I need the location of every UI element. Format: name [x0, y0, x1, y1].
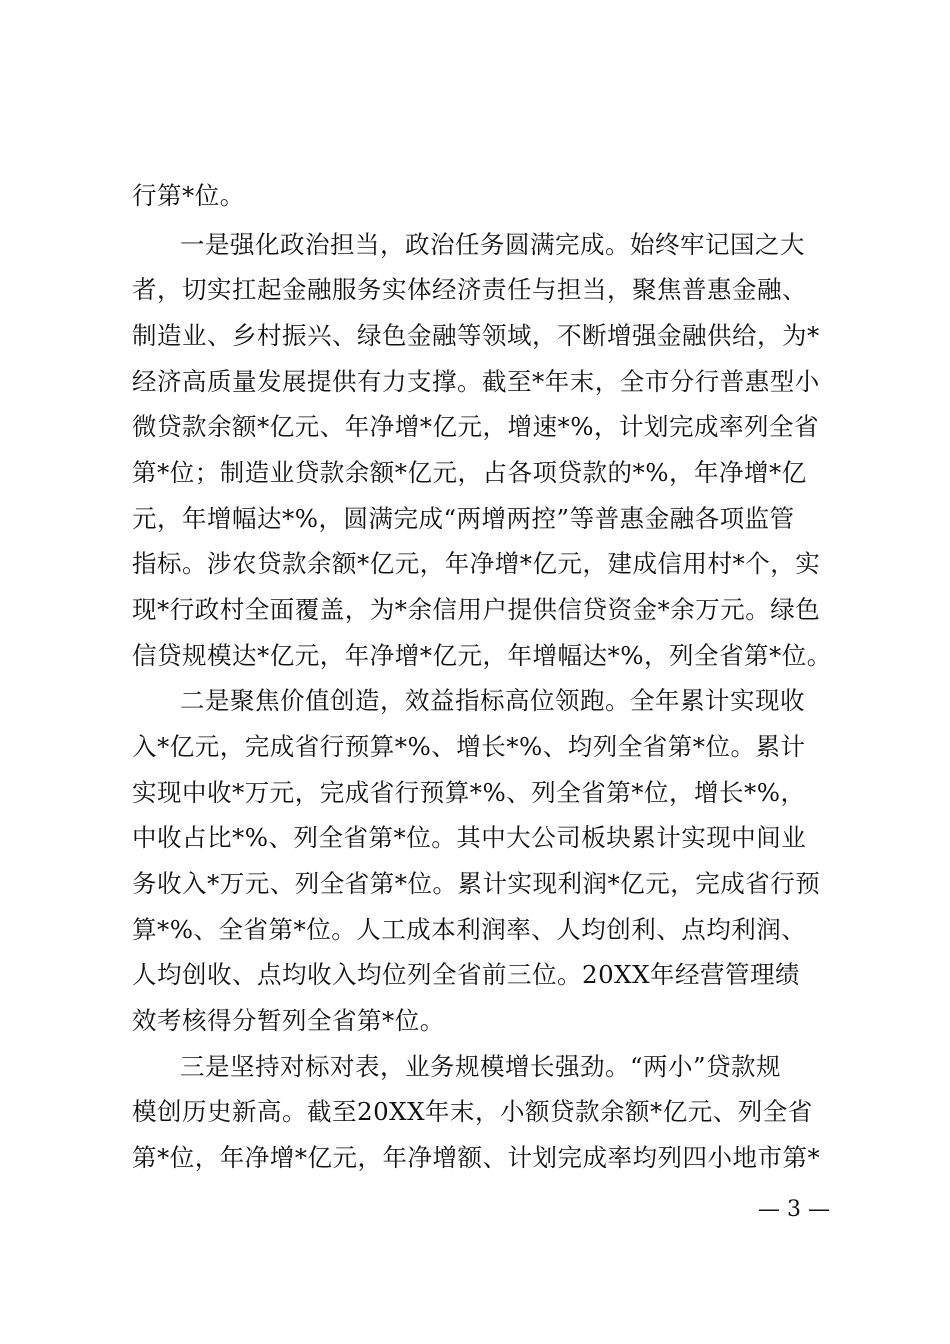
paragraph-1-heading-line: 一是强化政治担当，政治任务圆满完成。始终牢记国之大 [180, 230, 805, 259]
text-line-15: 中收占比*%、列全省第*位。其中大公司板块累计实现中间业 [132, 823, 807, 852]
text-line-18: 人均创收、点均收入均位列全省前三位。20XX年经营管理绩 [132, 960, 801, 989]
text-line-4: 制造业、乡村振兴、绿色金融等领域，不断增强金融供给，为* [132, 321, 820, 350]
text-line-13: 入*亿元，完成省行预算*%、增长*%、均列全省第*位。累计 [132, 732, 806, 761]
text-line-17: 算*%、全省第*位。人工成本利润率、人均创利、点均利润、 [132, 915, 807, 944]
page-number: — 3 — [758, 1197, 830, 1222]
text-line-14: 实现中收*万元，完成省行预算*%、列全省第*位，增长*%， [132, 778, 806, 807]
text-line-7: 第*位；制造业贷款余额*亿元，占各项贷款的*%，年净增*亿 [132, 458, 807, 487]
text-line-16: 务收入*万元、列全省第*位。累计实现利润*亿元，完成省行预 [132, 869, 821, 898]
text-line-11: 信贷规模达*亿元，年净增*亿元，年增幅达*%，列全省第*位。 [132, 641, 832, 670]
text-line-19: 效考核得分暂列全省第*位。 [132, 1006, 445, 1035]
text-line-9: 指标。涉农贷款余额*亿元，年净增*亿元，建成信用村*个，实 [132, 549, 821, 578]
text-line-8: 元，年增幅达*%，圆满完成“两增两控”等普惠金融各项监管 [132, 504, 795, 533]
text-line-1: 行第*位。 [132, 181, 245, 210]
paragraph-3-heading-line: 三是坚持对标对表，业务规模增长强劲。“两小”贷款规 [180, 1052, 782, 1081]
text-line-21: 模创历史新高。截至20XX年末，小额贷款余额*亿元、列全省 [132, 1097, 813, 1126]
paragraph-2-heading-line: 二是聚焦价值创造，效益指标高位领跑。全年累计实现收 [180, 686, 805, 715]
text-line-3: 者，切实扛起金融服务实体经济责任与担当，聚焦普惠金融、 [132, 275, 807, 304]
text-line-6: 微贷款余额*亿元、年净增*亿元，增速*%，计划完成率列全省 [132, 412, 820, 441]
text-line-10: 现*行政村全面覆盖，为*余信用户提供信贷资金*余万元。绿色 [132, 595, 821, 624]
text-line-22: 第*位，年净增*亿元，年净增额、计划完成率均列四小地市第* [132, 1143, 821, 1172]
text-line-5: 经济高质量发展提供有力支撑。截至*年末，全市分行普惠型小 [132, 367, 820, 396]
